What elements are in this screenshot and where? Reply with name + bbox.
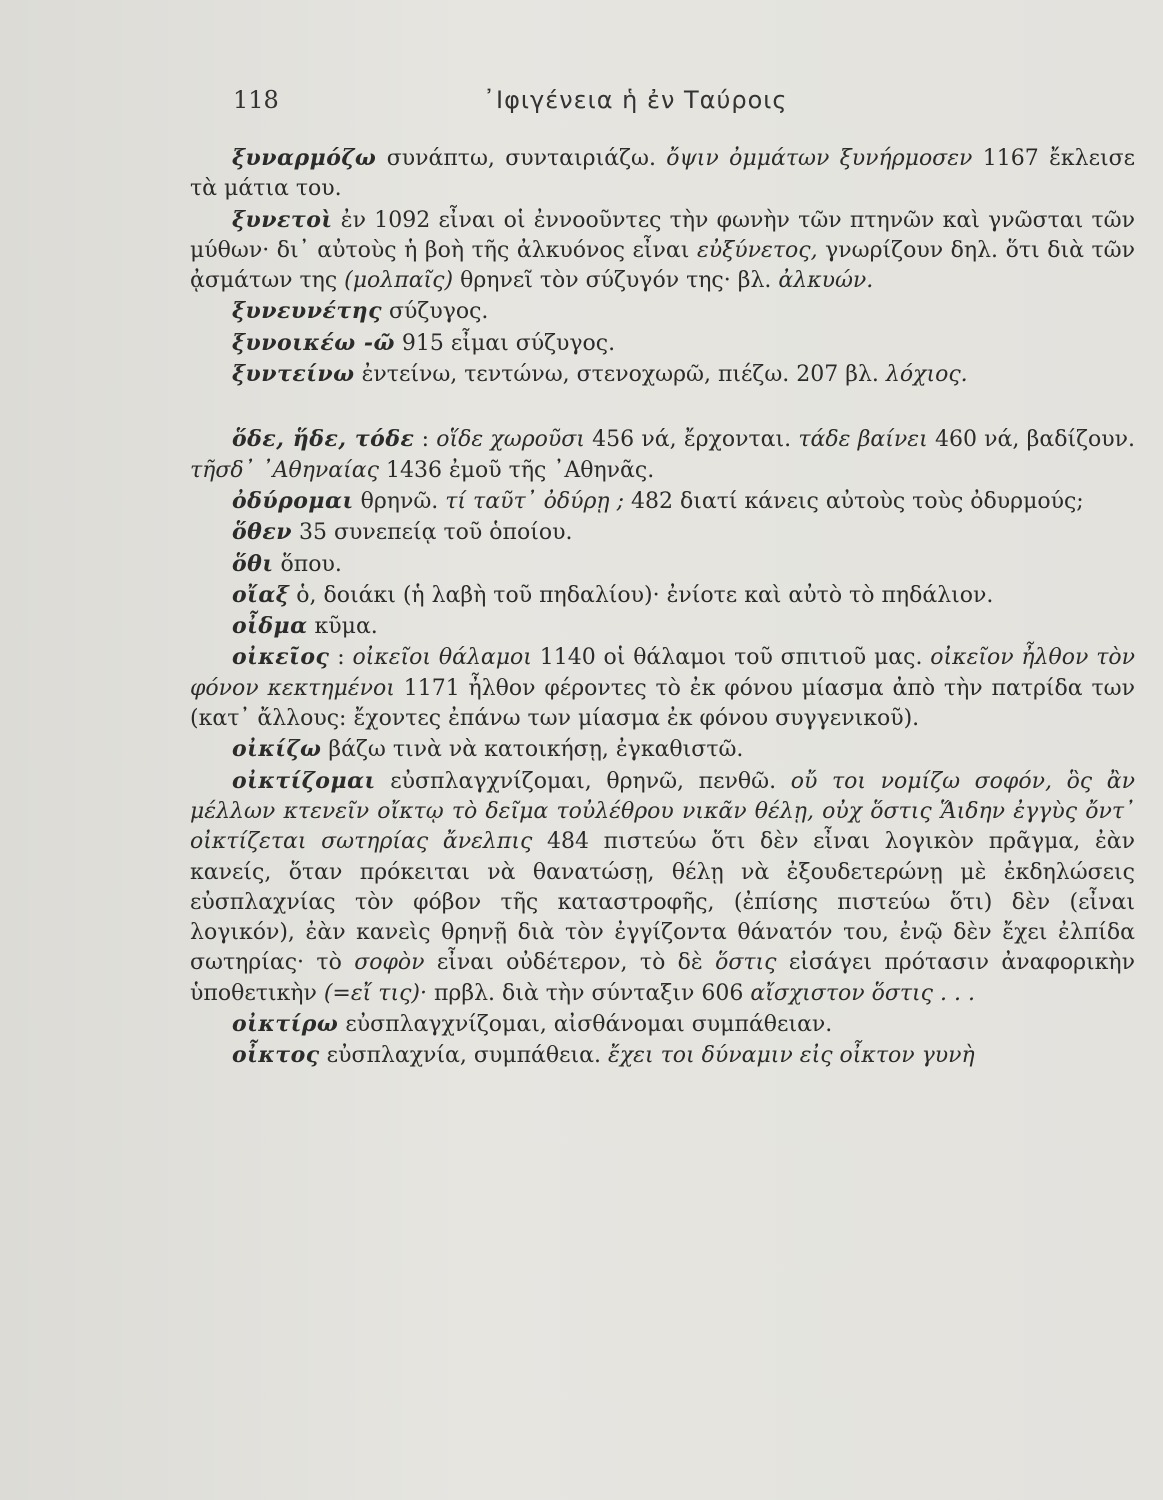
- headword: ὅθι: [232, 550, 274, 577]
- headword: ὅθεν: [232, 519, 292, 546]
- glossary-text: [190, 143, 1135, 1072]
- glossary-entry: οἰκεῖος : οἰκεῖοι θάλαμοι 1140 οἱ θάλαμοι τοῦ σπιτιοῦ μας. οἰκεῖον ἦλθον τὸν φόνον κεκτημένοι 1171 ἦλθον φέροντες τὸ ἐκ φόνου μίασμα ἀπὸ τὴν πατρίδα των (κατ᾽ ἄλλους: ἔχοντες ἐπάνω των μίασμα ἐκ φόνου συγγενικοῦ).: [190, 644, 1135, 732]
- glossary-entry: οἶδμα κῦμα.: [232, 613, 378, 640]
- page-number: 118: [233, 86, 279, 114]
- glossary-entry: οἶκτος εὐσπλαχνία, συμπάθεια. ἔχει τοι δύναμιν εἰς οἶκτον γυνὴ: [232, 1042, 975, 1069]
- headword: οἰκτίρω: [232, 1011, 339, 1038]
- glossary-entry: οἰκτίρω εὐσπλαγχνίζομαι, αἰσθάνομαι συμπάθειαν.: [232, 1011, 833, 1038]
- glossary-entry: ὅθι ὅπου.: [232, 550, 342, 577]
- headword: ξυναρμόζω: [232, 145, 377, 171]
- glossary-entry: ὅδε, ἥδε, τόδε : οἵδε χωροῦσι 456 νά, ἔρχονται. τάδε βαίνει 460 νά, βαδίζουν. τῆσδ᾽ ᾽Αθηναίας 1436 ἐμοῦ τῆς ᾽Αθηνᾶς.: [190, 426, 1135, 483]
- headword: ὅδε, ἥδε, τόδε: [232, 426, 415, 453]
- headword: ξυνετοὶ: [232, 206, 333, 233]
- glossary-entry: ξυντείνω ἐντείνω, τεντώνω, στενοχωρῶ, πιέζω. 207 βλ. λόχιος.: [232, 361, 968, 388]
- headword: ξυνοικέω -ῶ: [232, 329, 395, 356]
- headword: οἰκτίζομαι: [232, 767, 376, 794]
- headword: οἴαξ: [232, 581, 290, 608]
- headword: οἰκεῖος: [232, 644, 330, 671]
- glossary-entry: ξυναρμόζω συνάπτω, συνταιριάζω. ὄψιν ὀμμάτων ξυνήρμοσεν 1167 ἔκλεισε τὰ μάτια του.: [190, 145, 1136, 202]
- running-header: [233, 86, 1133, 120]
- headword: ξυνευνέτης: [232, 298, 383, 325]
- glossary-entry: ὅθεν 35 συνεπείᾳ τοῦ ὁποίου.: [232, 519, 573, 546]
- glossary-entry: οἰκίζω βάζω τινὰ νὰ κατοικήσῃ, ἐγκαθιστῶ.: [232, 736, 744, 763]
- glossary-entry: οἴαξ ὁ, δοιάκι (ἡ λαβὴ τοῦ πηδαλίου)· ἐνίοτε καὶ αὐτὸ τὸ πηδάλιον.: [232, 581, 994, 608]
- headword: οἶδμα: [232, 613, 308, 640]
- glossary-entry: ὀδύρομαι θρηνῶ. τί ταῦτ᾽ ὀδύρῃ ; 482 διατί κάνεις αὐτοὺς τοὺς ὀδυρμούς;: [232, 487, 1084, 514]
- glossary-entry: ξυνοικέω -ῶ 915 εἶμαι σύζυγος.: [232, 329, 616, 356]
- headword: οἰκίζω: [232, 736, 322, 763]
- headword: ὀδύρομαι: [232, 487, 354, 514]
- glossary-entry: ξυνετοὶ ἐν 1092 εἶναι οἱ ἐννοοῦντες τὴν φωνὴν τῶν πτηνῶν καὶ γνῶσται τῶν μύθων· δι᾽ αὐτοὺς ἡ βοὴ τῆς ἀλκυόνος εἶναι εὐξύνετος, γνωρίζουν δηλ. ὅτι διὰ τῶν ᾀσμάτων της (μολπαῖς) θρηνεῖ τὸν σύζυγόν της· βλ. ἀλκυών.: [190, 206, 1135, 294]
- headword: ξυντείνω: [232, 361, 355, 388]
- running-title: ᾽Ιφιγένεια ἡ ἐν Ταύροις: [483, 86, 788, 114]
- headword: οἶκτος: [232, 1042, 320, 1069]
- glossary-entry: οἰκτίζομαι εὐσπλαγχνίζομαι, θρηνῶ, πενθῶ. οὔ τοι νομίζω σοφόν, ὃς ἂν μέλλων κτενεῖν οἴκτῳ τὸ δεῖμα τοὐλέθρου νικᾶν θέλῃ, οὐχ ὅστις Ἅιδην ἐγγὺς ὄντ᾽ οἰκτίζεται σωτηρίας ἄνελπις 484 πιστεύω ὅτι δὲν εἶναι λογικὸν πρᾶγμα, ἐὰν κανείς, ὅταν πρόκειται νὰ θανατώσῃ, θέλῃ νὰ ἐξουδετερώνῃ μὲ ἐκδηλώσεις εὐσπλαχνίας τὸν φόβον τῆς καταστροφῆς, (ἐπίσης πιστεύω ὅτι) δὲν (εἶναι λογικόν), ἐὰν κανεὶς θρηνῇ διὰ τὸν ἐγγίζοντα θάνατόν του, ἐνῷ δὲν ἔχει ἐλπίδα σωτηρίας· τὸ σοφὸν εἶναι οὐδέτερον, τὸ δὲ ὅστις εἰσάγει πρότασιν ἀναφορικὴν ὑποθετικὴν (=εἴ τις)· πρβλ. διὰ τὴν σύνταξιν 606 αἴσχιστον ὅστις . . .: [190, 767, 1135, 1006]
- glossary-entry: ξυνευνέτης σύζυγος.: [232, 298, 489, 325]
